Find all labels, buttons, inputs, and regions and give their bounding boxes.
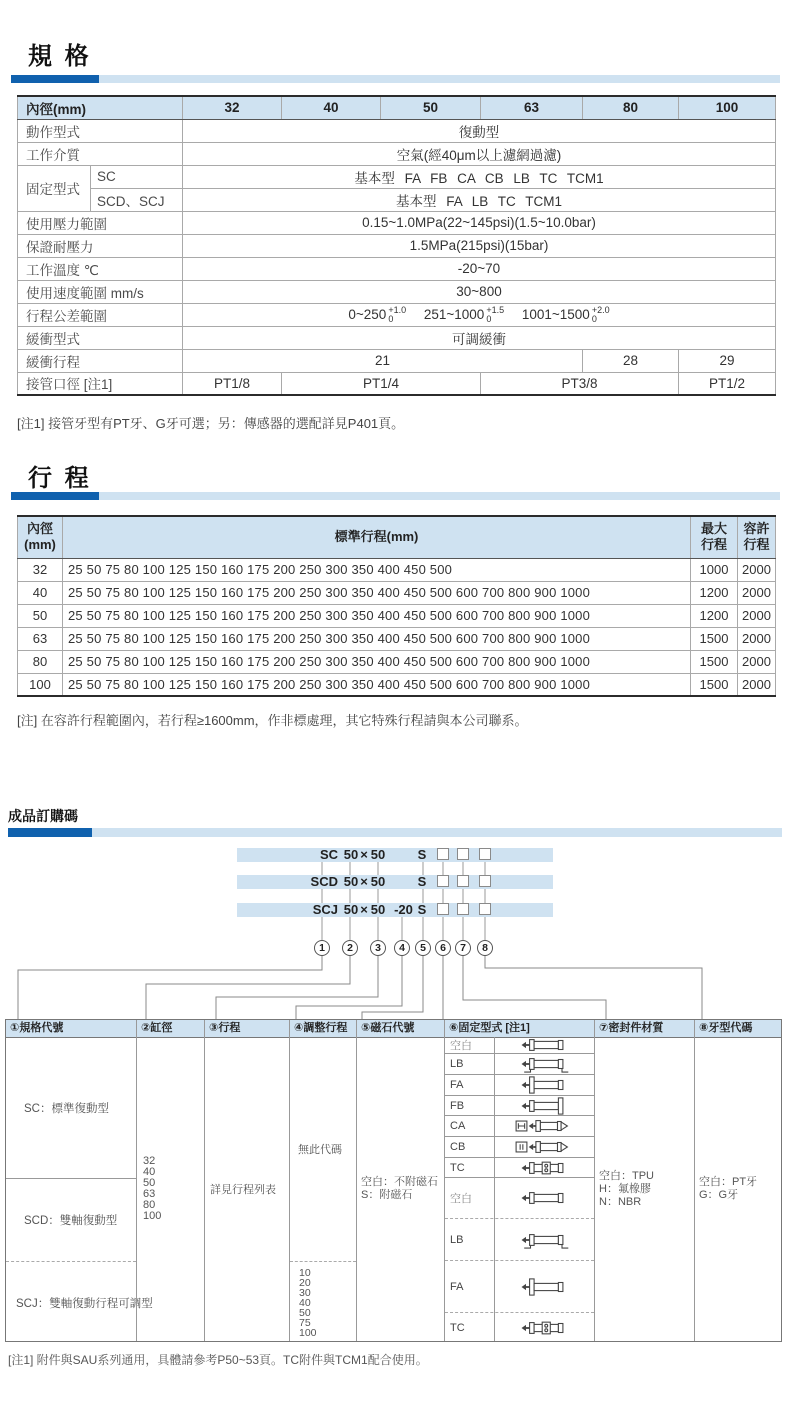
temp-label: 工作溫度 ℃ [18,257,183,280]
stroke-bore-header: 內徑 (mm) [18,516,63,558]
blank-option-box [437,903,449,915]
proof-value: 1.5MPa(215psi)(15bar) [183,234,776,257]
position-marker-8: 8 [477,940,493,956]
stroke-bore: 40 [18,581,63,604]
stroke-list: 25 50 75 80 100 125 150 160 175 200 250 300 350 400 450 500 600 700 800 900 1000 [63,650,691,673]
adjust-option: 10 [299,1266,311,1279]
fixing-row: TC [445,1158,594,1178]
medium-label: 工作介質 [18,142,183,165]
order-bore: 50 [343,847,359,862]
adjust-option: 20 [299,1276,311,1289]
stroke-reference: 詳見行程列表 [210,1184,276,1196]
stroke-list: 25 50 75 80 100 125 150 160 175 200 250 300 350 400 450 500 600 700 800 900 1000 [63,604,691,627]
blank-option-box [479,848,491,860]
header-bore: ②缸徑 [136,1020,204,1037]
header-stroke: ③行程 [204,1020,289,1037]
cylinder-clevis-b-icon [494,1138,594,1156]
thread-option: 空白：PT牙 [699,1176,758,1188]
adjust-values [290,1262,356,1343]
stroke-list: 25 50 75 80 100 125 150 160 175 200 250 300 350 400 450 500 600 700 800 900 1000 [63,581,691,604]
blank-option-box [457,903,469,915]
stroke-max: 1500 [691,673,738,696]
blank-option-box [437,875,449,887]
fixing-row: FB [445,1096,594,1116]
mount-scd-value: 基本型 FA LB TC TCM1 [183,188,776,211]
stroke-title-underline [11,492,780,500]
ordering-example-sc [237,848,553,862]
times-sign: × [360,847,368,862]
cylinder-basic-icon [494,1189,594,1207]
stroke-max: 1500 [691,650,738,673]
stroke-allow: 2000 [738,627,776,650]
spec-bore-63: 63 [481,96,583,119]
spec-header-row [18,96,776,119]
mount-label: 固定型式 [18,165,91,211]
mount-sc-value: 基本型 FA FB CA CB LB TC TCM1 [183,165,776,188]
action-value: 復動型 [183,119,776,142]
spec-table [17,95,776,396]
proof-label: 保證耐壓力 [18,234,183,257]
port-label: 接管口徑 [注1] [18,372,183,395]
stroke-bore: 63 [18,627,63,650]
header-magnet: ⑤磁石代號 [356,1020,444,1037]
fixing-row: LB [445,1054,594,1075]
adjust-option: 75 [299,1316,311,1329]
blank-option-box [457,848,469,860]
spec-bore-100: 100 [679,96,776,119]
stroke-allow: 2000 [738,673,776,696]
spec-section-title: 規 格 [28,43,92,70]
blank-option-box [479,875,491,887]
ordering-note: [注1] 附件與SAU系列通用，具體請參考P50~53頁。TC附件與TCM1配合使用。 [8,1353,428,1367]
order-code: SC [319,847,338,862]
times-sign: × [360,902,368,917]
pressure-value: 0.15~1.0MPa(22~145psi)(1.5~10.0bar) [183,211,776,234]
stroke-max: 1500 [691,627,738,650]
spec-row-mount-scd [18,188,776,211]
order-code: SCJ [312,902,338,917]
position-marker-3: 3 [370,940,386,956]
port-pt18: PT1/8 [183,372,282,395]
fixing-row: FA [445,1261,594,1313]
cylinder-front-flange-icon [494,1278,594,1296]
tolerance-value [183,303,776,326]
stroke-bore: 50 [18,604,63,627]
position-marker-4: 4 [394,940,410,956]
header-fixing: ⑥固定型式 [注1] [444,1020,594,1037]
spec-row-port [18,372,776,395]
spec-row-proof [18,234,776,257]
spec-bore-50: 50 [381,96,481,119]
order-magnet: S [417,902,427,917]
fixing-row: 空白 [445,1178,594,1219]
spec-row-cushion-type [18,326,776,349]
action-label: 動作型式 [18,119,183,142]
col-thread [694,1037,781,1341]
seal-option: N：NBR [599,1195,642,1208]
spec-bore-32: 32 [183,96,282,119]
seal-option: 空白：TPU [599,1169,654,1182]
fixing-row: FA [445,1075,594,1096]
col-adjust [289,1037,356,1341]
cylinder-foot-icon [494,1231,594,1249]
header-adjust: ④調整行程 [289,1020,356,1037]
cushion-type-value: 可調緩衝 [183,326,776,349]
port-pt38: PT3/8 [481,372,679,395]
stroke-max: 1000 [691,558,738,581]
stroke-allow: 2000 [738,650,776,673]
order-stroke: 50 [370,847,386,862]
stroke-allow: 2000 [738,604,776,627]
stroke-table [17,515,776,697]
port-pt14: PT1/4 [282,372,481,395]
cylinder-foot-icon [494,1055,594,1073]
bore-option: 32 [143,1155,156,1167]
order-magnet: S [417,847,427,862]
ordering-example-scj [237,903,553,917]
stroke-title-underline-accent [11,492,99,500]
spec-code-sc: SC：標準復動型 [6,1037,136,1179]
stroke-note: [注] 在容許行程範圍內，若行程≥1600mm，作非標處理，其它特殊行程請與本公司聯系。 [17,713,528,728]
adjust-option: 40 [299,1296,311,1309]
position-marker-5: 5 [415,940,431,956]
adjust-none: 無此代碼 [290,1037,356,1262]
spec-code-scd: SCD：雙軸復動型 [6,1179,136,1262]
bore-option: 50 [143,1177,156,1189]
fixing-row: 空白 [445,1037,594,1054]
stroke-max-header: 最大 行程 [691,516,738,558]
ordering-section-title: 成品訂購碼 [8,808,78,824]
tolerance-seg-1: 0~250 +1.0 0 [348,304,407,324]
cylinder-clevis-a-icon [494,1117,594,1135]
spec-bore-40: 40 [282,96,381,119]
stroke-bore: 80 [18,650,63,673]
spec-row-temp [18,257,776,280]
ordering-title-underline [8,828,782,837]
fixing-row: CB [445,1137,594,1158]
bore-option: 63 [143,1188,156,1200]
ordering-title-underline-accent [8,828,92,837]
stroke-row-40 [18,581,776,604]
cylinder-rear-flange-icon [494,1097,594,1115]
spec-bore-80: 80 [583,96,679,119]
ordering-example-scd [237,875,553,889]
col-fixing [444,1037,594,1341]
fixing-row: CA [445,1116,594,1137]
tolerance-seg-2: 251~1000 +1.5 0 [423,304,505,324]
blank-option-box [457,875,469,887]
adjust-option: 100 [299,1326,317,1339]
col-magnet [356,1037,444,1341]
stroke-list: 25 50 75 80 100 125 150 160 175 200 250 300 350 400 450 500 600 700 800 900 1000 [63,673,691,696]
blank-option-box [437,848,449,860]
stroke-bore: 100 [18,673,63,696]
bore-option: 40 [143,1166,156,1178]
order-code: SCD [310,874,338,889]
stroke-row-63 [18,627,776,650]
order-stroke: 50 [370,902,386,917]
stroke-standard-header: 標準行程(mm) [63,516,691,558]
ordering-legend-table [5,1019,782,1342]
order-stroke: 50 [370,874,386,889]
adjust-option: 50 [299,1306,311,1319]
fixing-subcolumn-divider [494,1037,495,1341]
cylinder-trunnion-icon [494,1159,594,1177]
cushion-stroke-28: 28 [583,349,679,372]
port-pt12: PT1/2 [679,372,776,395]
stroke-allow: 2000 [738,558,776,581]
medium-value: 空氣(經40μm以上濾網過濾) [183,142,776,165]
fixing-row: LB [445,1219,594,1261]
cushion-stroke-21: 21 [183,349,583,372]
temp-value: -20~70 [183,257,776,280]
order-bore: 50 [343,874,359,889]
stroke-max: 1200 [691,581,738,604]
times-sign: × [360,874,368,889]
header-thread: ⑧牙型代碼 [694,1020,781,1037]
speed-value: 30~800 [183,280,776,303]
spec-row-medium [18,142,776,165]
cushion-stroke-29: 29 [679,349,776,372]
header-seal: ⑦密封件材質 [594,1020,694,1037]
spec-title-underline-accent [11,75,99,83]
position-marker-7: 7 [455,940,471,956]
stroke-list: 25 50 75 80 100 125 150 160 175 200 250 300 350 400 450 500 600 700 800 900 1000 [63,627,691,650]
order-bore: 50 [343,902,359,917]
stroke-allow: 2000 [738,581,776,604]
bore-option: 80 [143,1199,156,1211]
cylinder-trunnion-icon [494,1319,594,1337]
position-marker-1: 1 [314,940,330,956]
spec-bore-label: 內徑(mm) [18,96,183,119]
cushion-type-label: 緩衝型式 [18,326,183,349]
spec-code-scj: SCJ：雙軸復動行程可調型 [16,1297,153,1310]
header-spec-code: ①規格代號 [10,1022,64,1034]
spec-row-action [18,119,776,142]
magnet-option: S：附磁石 [361,1189,413,1201]
order-adjust: -20 [394,902,413,917]
tolerance-seg-3: 1001~1500 +2.0 0 [521,304,610,324]
pressure-label: 使用壓力範圍 [18,211,183,234]
tolerance-label: 行程公差範圍 [18,303,183,326]
spec-row-cushion-stroke [18,349,776,372]
order-magnet: S [417,874,427,889]
position-marker-2: 2 [342,940,358,956]
blank-option-box [479,903,491,915]
spec-title-underline [11,75,780,83]
thread-option: G：G牙 [699,1189,739,1201]
stroke-row-32 [18,558,776,581]
stroke-list: 25 50 75 80 100 125 150 160 175 200 250 300 350 400 450 500 [63,558,691,581]
stroke-header-row [18,516,776,558]
mount-sc-label: SC [91,165,183,188]
stroke-row-80 [18,650,776,673]
stroke-bore: 32 [18,558,63,581]
bore-option: 100 [143,1210,162,1222]
adjust-option: 30 [299,1286,311,1299]
stroke-row-50 [18,604,776,627]
cylinder-front-flange-icon [494,1076,594,1094]
spec-note: [注1] 接管牙型有PT牙、G牙可選；另：傳感器的選配詳見P401頁。 [17,416,405,431]
speed-label: 使用速度範圍 mm/s [18,280,183,303]
cylinder-basic-icon [494,1036,594,1054]
position-marker-6: 6 [435,940,451,956]
stroke-max: 1200 [691,604,738,627]
spec-row-mount-sc [18,165,776,188]
spec-row-speed [18,280,776,303]
ordering-legend-header [6,1020,781,1038]
col-bore [136,1037,204,1341]
magnet-option: 空白：不附磁石 [361,1176,438,1188]
stroke-row-100 [18,673,776,696]
seal-option: H：氟橡膠 [599,1182,651,1195]
stroke-section-title: 行 程 [28,465,92,492]
ordering-legend-body [6,1037,781,1341]
col-seal [594,1037,694,1341]
cushion-stroke-label: 緩衝行程 [18,349,183,372]
stroke-allow-header: 容許 行程 [738,516,776,558]
col-stroke [204,1037,289,1341]
mount-scd-label: SCD、SCJ [91,188,183,211]
fixing-row: TC [445,1313,594,1343]
spec-row-pressure [18,211,776,234]
spec-row-tolerance [18,303,776,326]
